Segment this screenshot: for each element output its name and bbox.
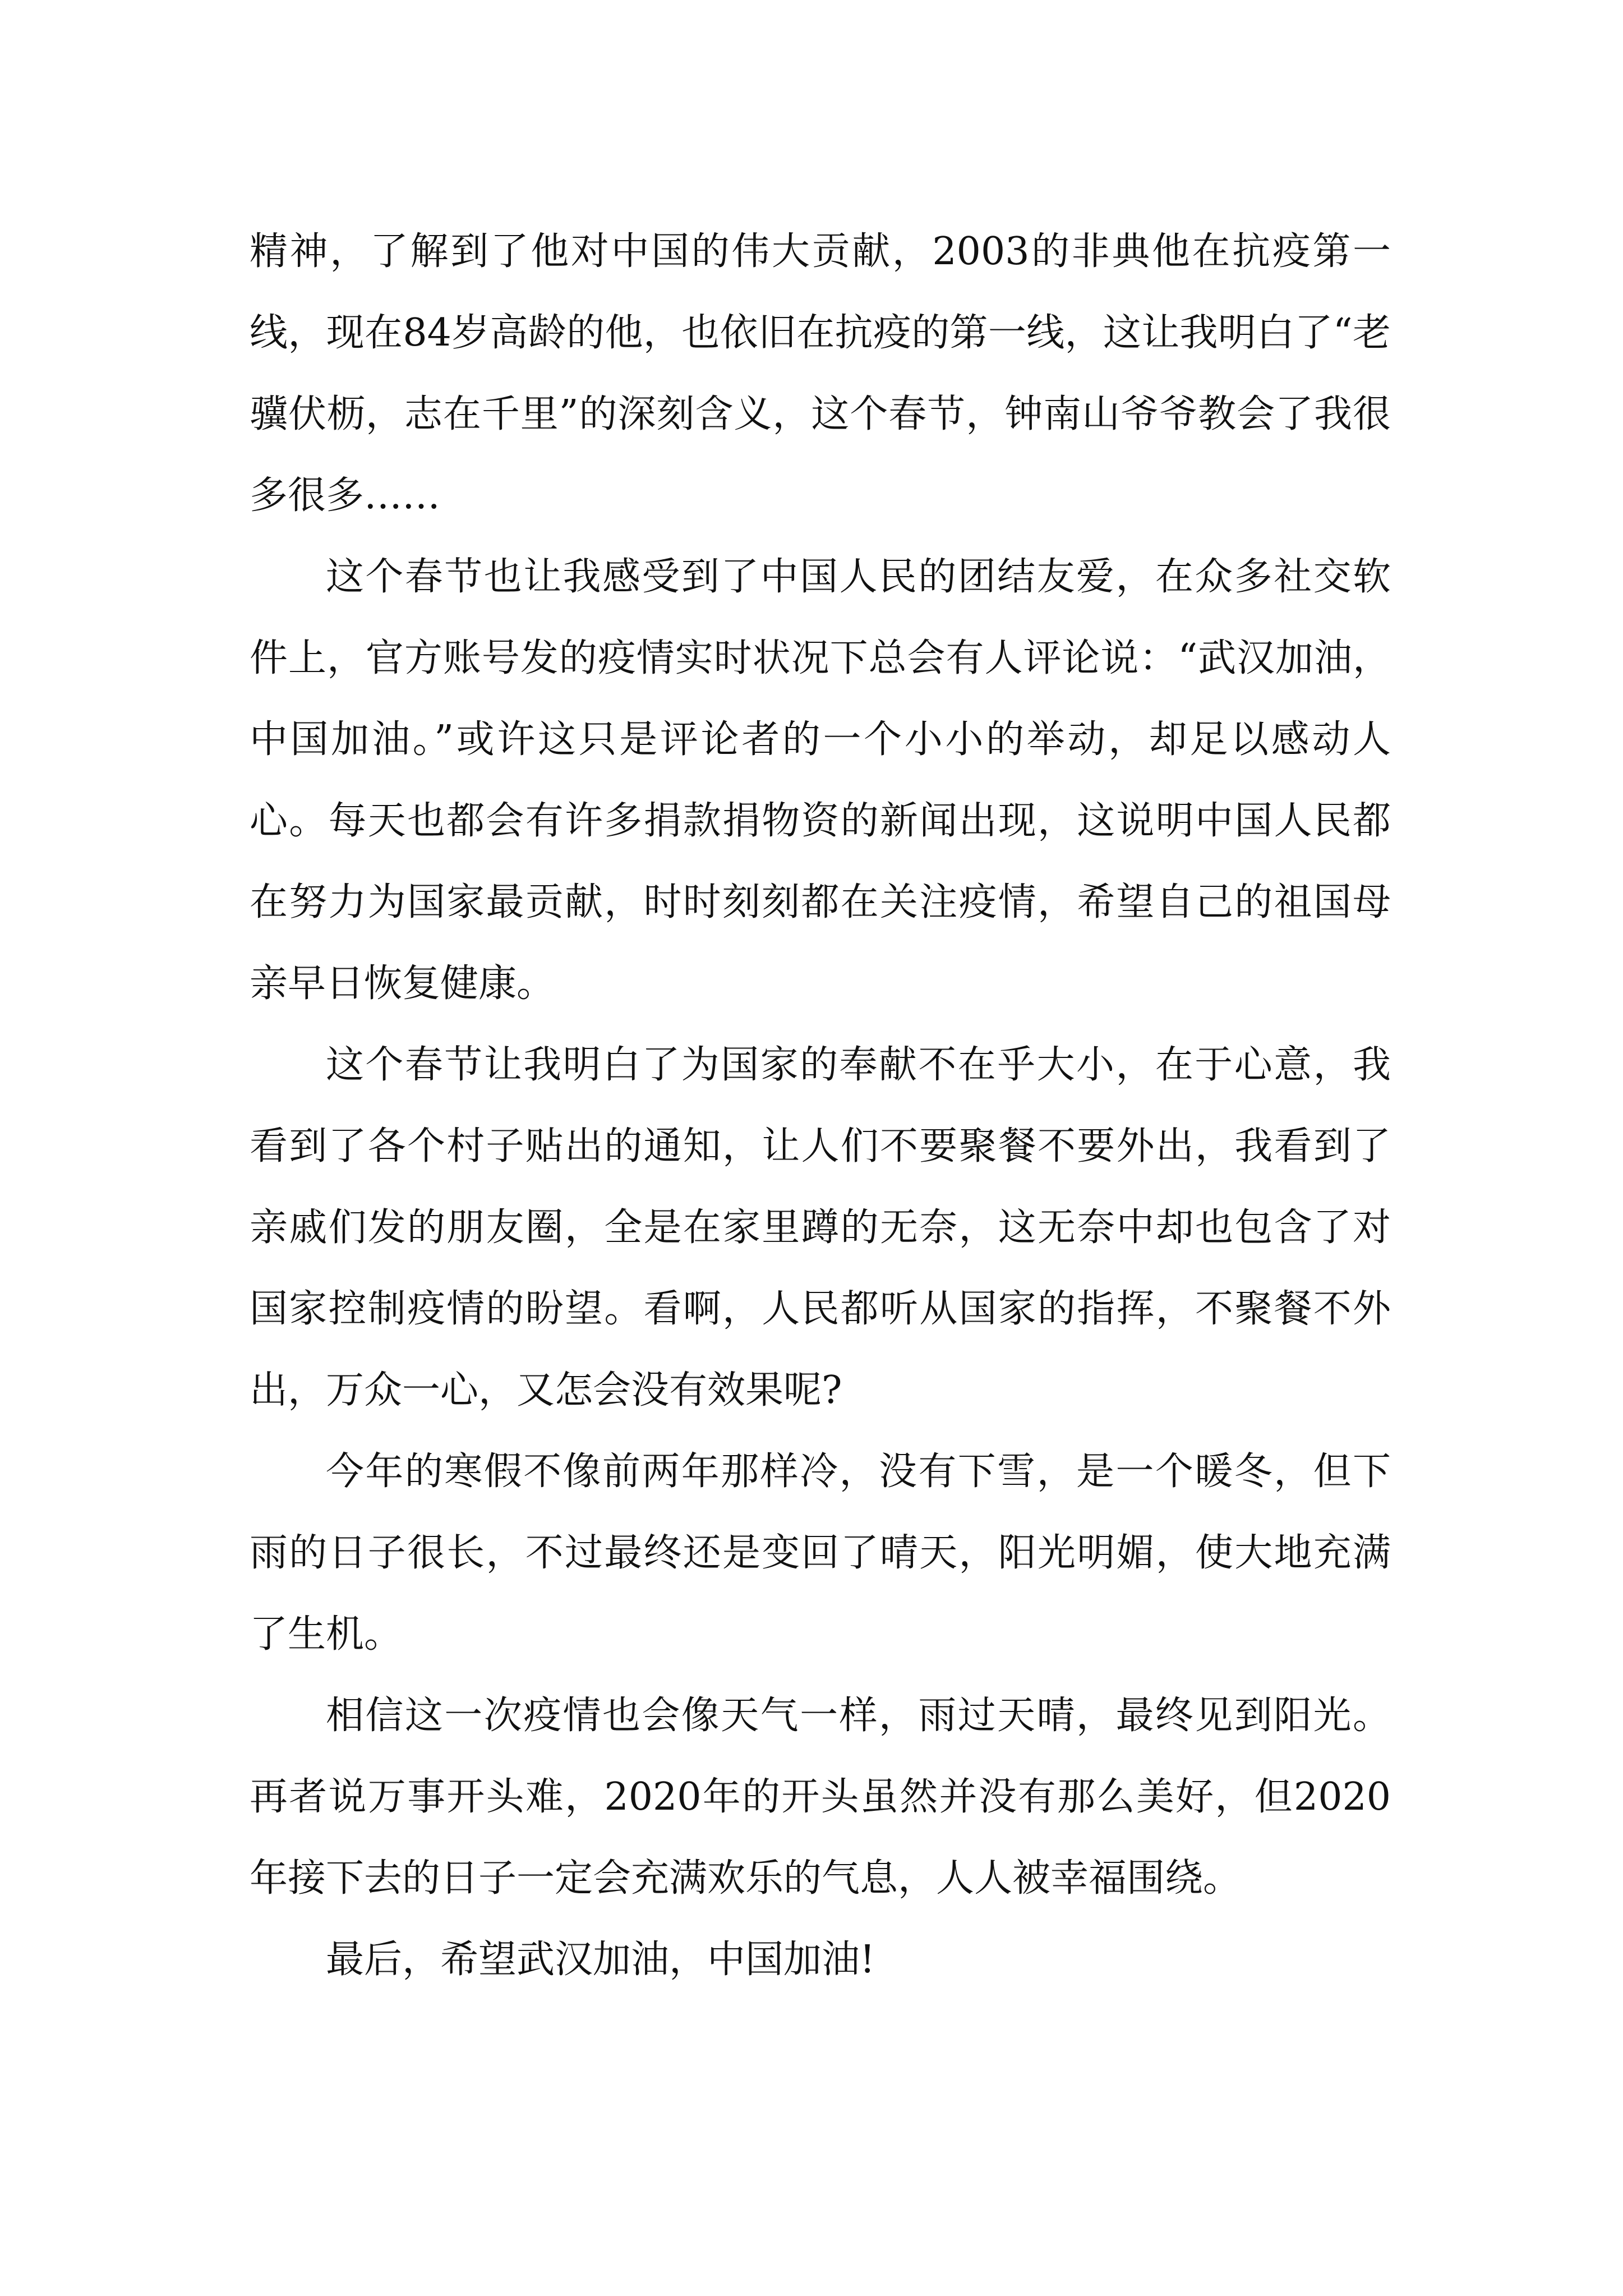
paragraph-3: 这个春节让我明白了为国家的奉献不在乎大小，在于心意，我看到了各个村子贴出的通知，让人们不要聚餐不要外出，我看到了亲戚们发的朋友圈，全是在家里蹲的无奈，这无奈中却也包含了对国家控制疫情的盼望。看啊，人民都听从国家的指挥，不聚餐不外出，万众一心，又怎会没有效果呢? xyxy=(250,1043,1391,1412)
paragraph-5: 相信这一次疫情也会像天气一样，雨过天晴，最终见到阳光。再者说万事开头难，2020年的开头虽然并没有那么美好，但2020年接下去的日子一定会充满欢乐的气息，人人被幸福围绕。 xyxy=(250,1694,1391,1901)
paragraph-4: 今年的寒假不像前两年那样冷，没有下雪，是一个暖冬，但下雨的日子很长，不过最终还是变回了晴天，阳光明媚，使大地充满了生机。 xyxy=(250,1450,1391,1657)
paragraph-2: 这个春节也让我感受到了中国人民的团结友爱，在众多社交软件上，官方账号发的疫情实时状况下总会有人评论说：“武汉加油，中国加油。”或许这只是评论者的一个小小的举动，却足以感动人心。每天也都会有许多捐款捐物资的新闻出现，这说明中国人民都在努力为国家最贡献，时时刻刻都在关注疫情，希望自己的祖国母亲早日恢复健康。 xyxy=(250,555,1391,1006)
paragraph-1: 精神，了解到了他对中国的伟大贡献，2003的非典他在抗疫第一线，现在84岁高龄的他，也依旧在抗疫的第一线，这让我明白了“老骥伏枥，志在千里”的深刻含义，这个春节，钟南山爷爷教会了我很多很多…… xyxy=(250,229,1391,518)
document-body xyxy=(250,211,1391,2000)
paragraph-6: 最后，希望武汉加油，中国加油! xyxy=(326,1938,875,1982)
